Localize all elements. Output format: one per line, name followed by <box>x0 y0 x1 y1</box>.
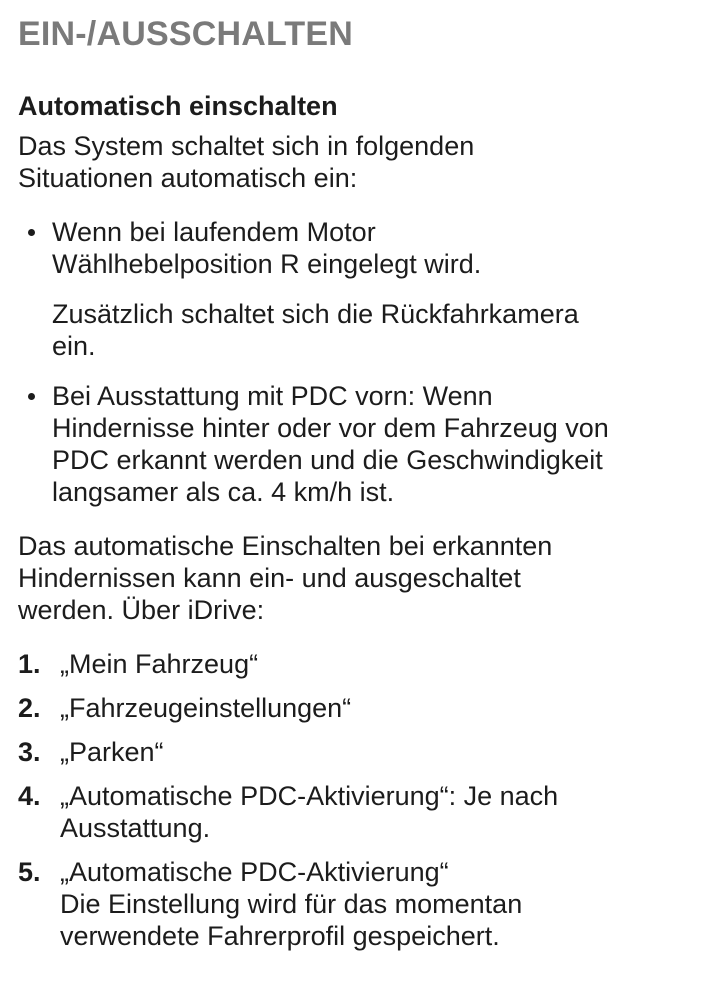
bullet-icon <box>28 393 35 400</box>
step-number: 3. <box>18 737 41 767</box>
step-text: „Parken“ <box>60 737 164 767</box>
bullet-line: Wenn bei laufendem Motor <box>52 217 376 247</box>
step-text: „Fahrzeugeinstellungen“ <box>60 693 352 723</box>
step-text: „Automatische PDC-Aktivierung“ <box>60 857 449 887</box>
bullet-icon <box>28 229 35 236</box>
step-item <box>18 736 702 768</box>
steps-list <box>18 648 702 952</box>
step-item <box>18 692 702 724</box>
list-item <box>18 380 702 508</box>
bullet-note <box>52 298 702 362</box>
bullet-line: PDC erkannt werden und die Geschwindigkeit <box>52 445 603 475</box>
section-title: EIN-/AUSSCHALTEN <box>18 15 354 53</box>
step-text: „Automatische PDC-Aktivierung“: Je nach <box>60 781 559 811</box>
bullet-line: Bei Ausstattung mit PDC vorn: Wenn <box>52 381 493 411</box>
paragraph-line: werden. Über iDrive: <box>18 595 265 625</box>
idrive-paragraph <box>18 530 702 626</box>
step-number: 2. <box>18 693 41 723</box>
step-text: Die Einstellung wird für das momentan <box>60 889 523 919</box>
bullet-note-line: ein. <box>52 331 96 361</box>
paragraph-line: Hindernissen kann ein- und ausgeschaltet <box>18 563 521 593</box>
bullet-line: Hindernisse hinter oder vor dem Fahrzeug von <box>52 413 609 443</box>
step-number: 1. <box>18 649 41 679</box>
list-item <box>18 216 702 362</box>
step-text: „Mein Fahrzeug“ <box>60 649 259 679</box>
subsection-title: Automatisch einschalten <box>18 91 338 121</box>
step-number: 5. <box>18 857 41 887</box>
bullet-line: langsamer als ca. 4 km/h ist. <box>52 477 395 507</box>
step-number: 4. <box>18 781 41 811</box>
step-text: verwendete Fahrerprofil gespeichert. <box>60 921 500 951</box>
bullet-line: Wählhebelposition R eingelegt wird. <box>52 249 482 279</box>
intro-line: Situationen automatisch ein: <box>18 163 358 193</box>
condition-list <box>18 216 702 508</box>
paragraph-line: Das automatische Einschalten bei erkannten <box>18 531 553 561</box>
step-text: Ausstattung. <box>60 813 211 843</box>
step-item <box>18 648 702 680</box>
step-item <box>18 856 702 952</box>
intro-paragraph <box>18 130 702 194</box>
bullet-note-line: Zusätzlich schaltet sich die Rückfahrkamera <box>52 299 579 329</box>
step-item <box>18 780 702 844</box>
intro-line: Das System schaltet sich in folgenden <box>18 131 475 161</box>
